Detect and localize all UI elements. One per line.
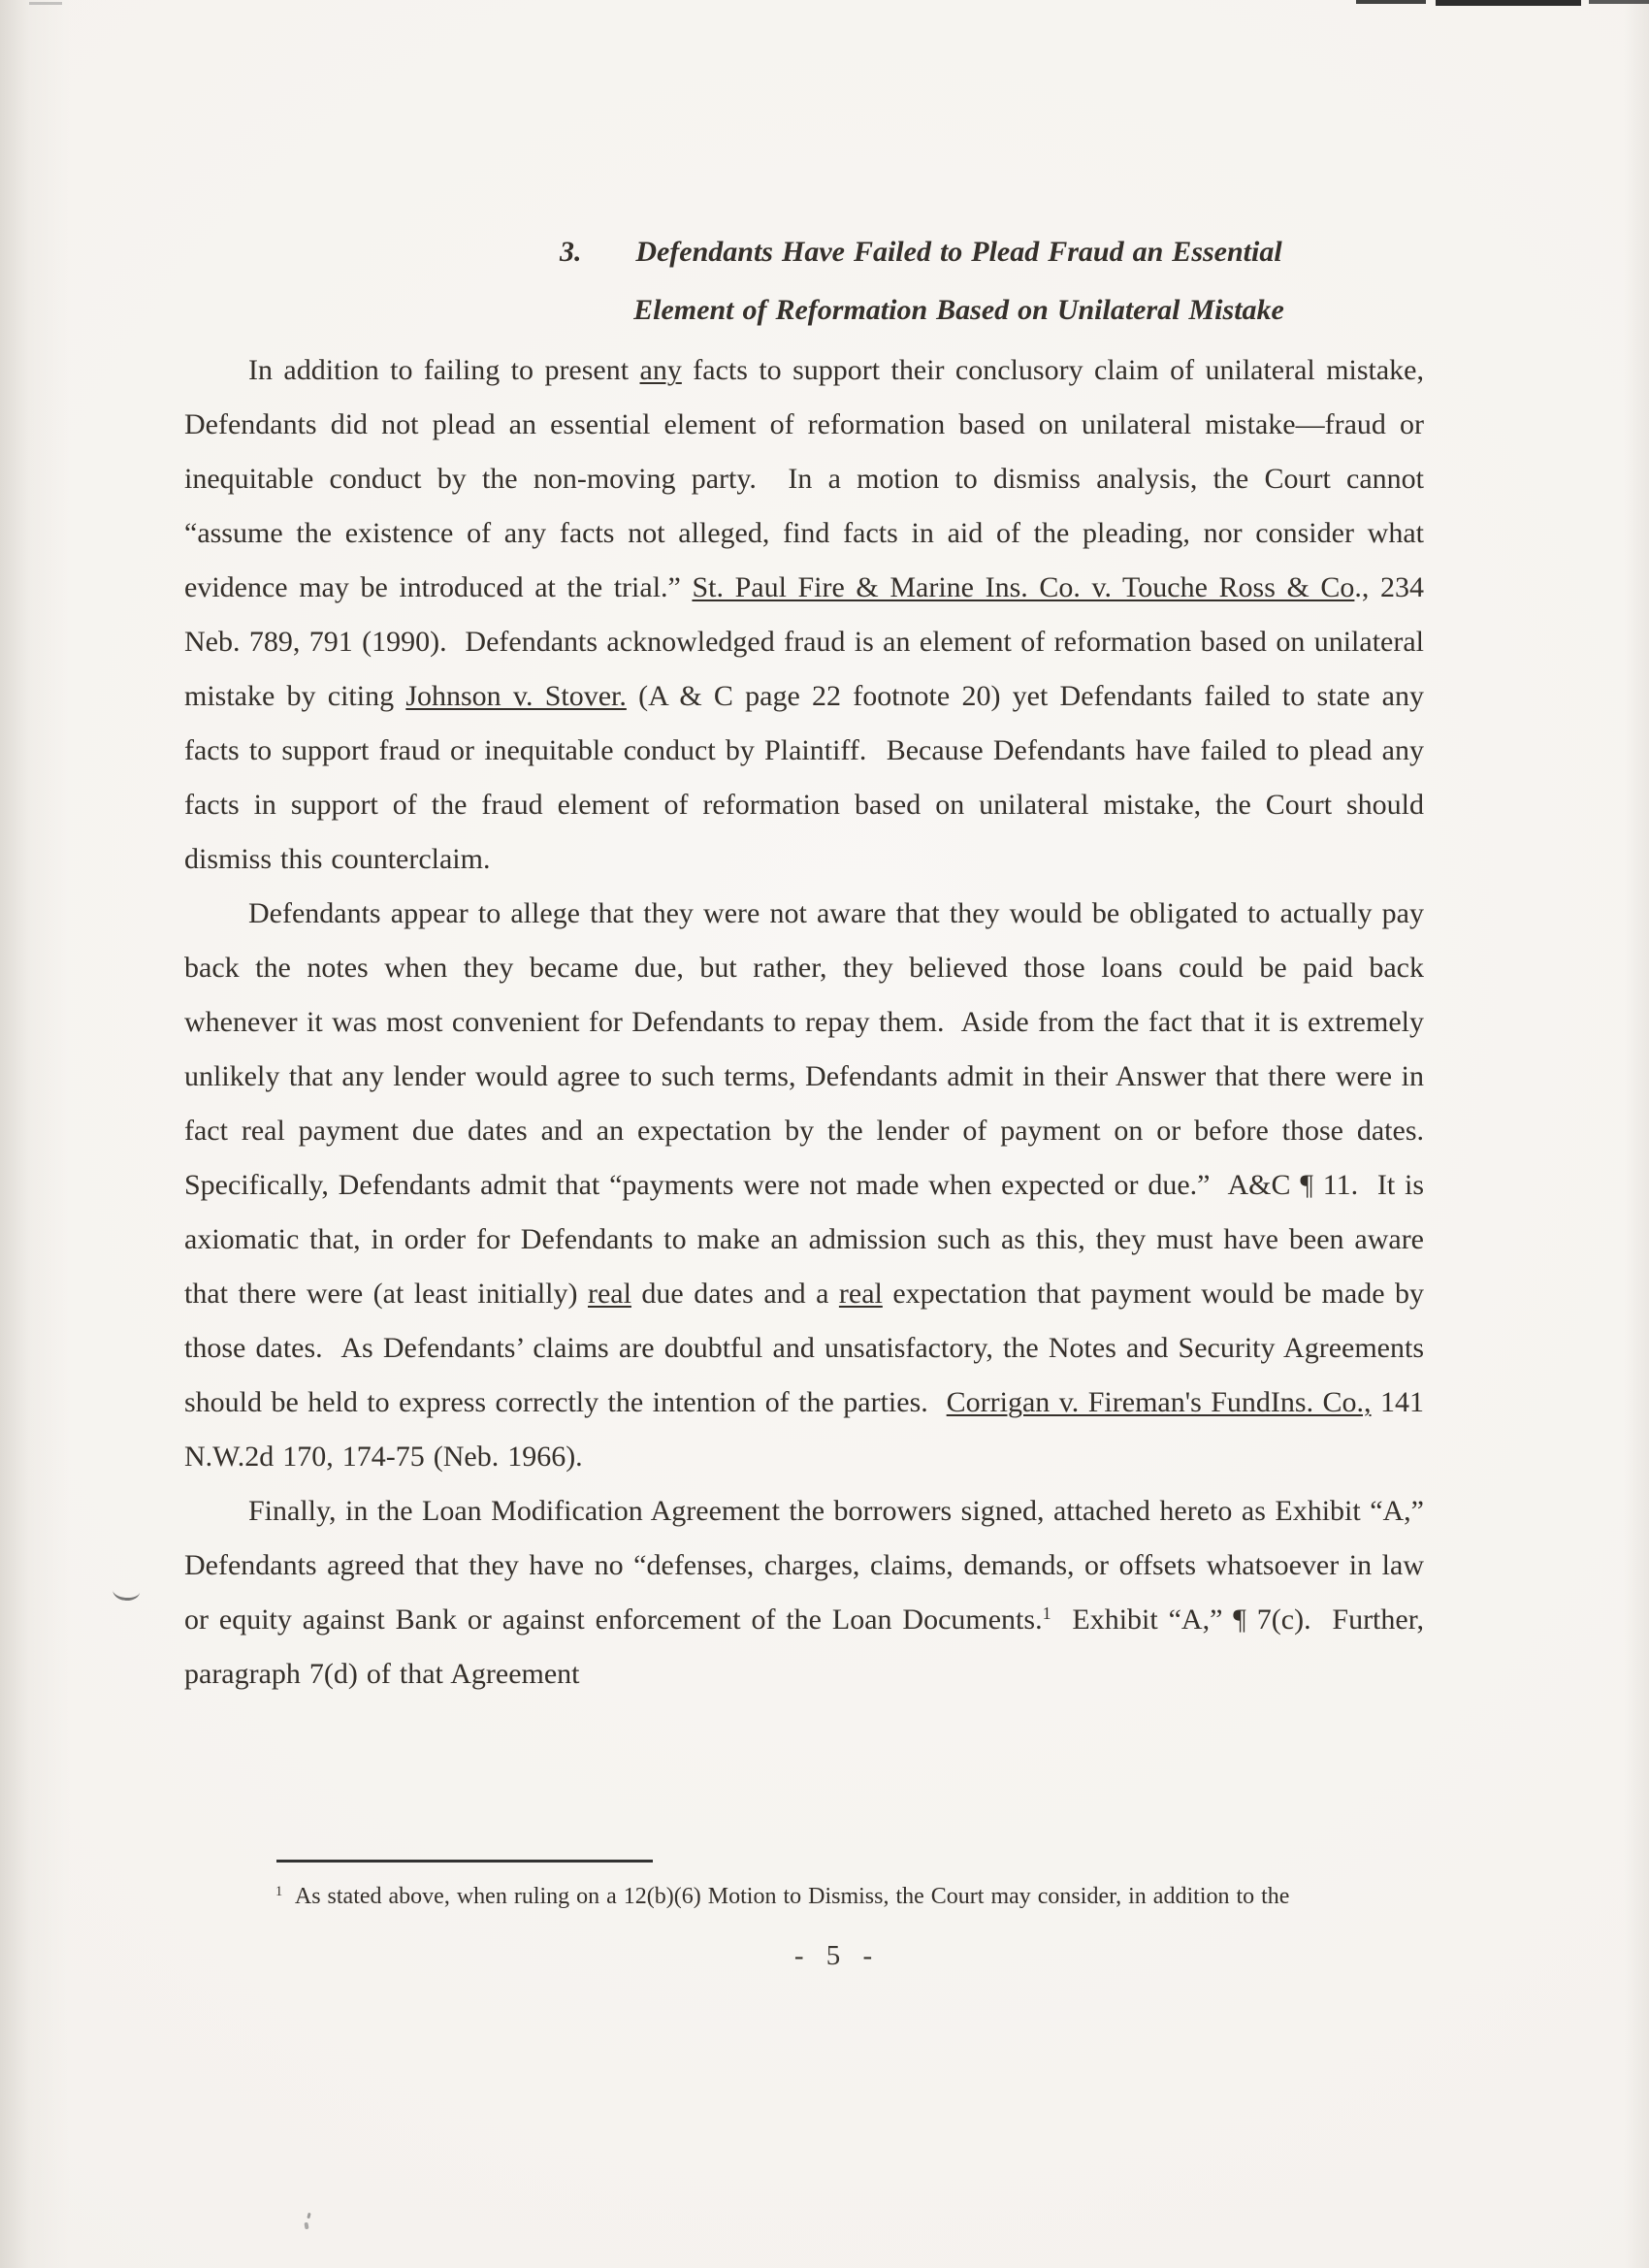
section-heading-line-1: Defendants Have Failed to Plead Fraud an Essential — [635, 236, 1282, 268]
scan-streak-top-left — [29, 2, 62, 5]
section-heading — [184, 223, 1424, 340]
body-paragraph-1: In addition to failing to present any facts to support their conclusory claim of unilateral mistake, Defendants did not plead an essential element of reformation based on unilateral mistake—fraud or inequitable conduct by the non-moving party. In a motion to dismiss analysis, the Court cannot “assume the existence of any facts not alleged, find facts in aid of the pleading, nor consider what evidence may be introduced at the trial.” St. Paul Fire & Marine Ins. Co. v. Touche Ross & Co., 234 Neb. 789, 791 (1990). Defendants acknowledged fraud is an element of reformation based on unilateral mistake by citing Johnson v. Stover. (A & C page 22 footnote 20) yet Defendants failed to state any facts to support fraud or inequitable conduct by Plaintiff. Because Defendants have failed to plead any facts in support of the fraud element of reformation based on unilateral mistake, the Court should dismiss this counterclaim. — [184, 354, 1425, 875]
body-paragraph-3: Finally, in the Loan Modification Agreement the borrowers signed, attached hereto as Exhibit “A,” Defendants agreed that they have no “defenses, charges, claims, demands, or offsets whatsoever in law or equity against Bank or against enforcement of the Loan Documents.$^1$ Exhibit “A,” ¶ 7(c). Further, paragraph 7(d) of that Agreement — [184, 1495, 1425, 1690]
pen-mark-left-margin — [113, 1588, 141, 1602]
footnote-divider — [276, 1860, 653, 1863]
page-number: - 5 - — [793, 1940, 875, 1971]
section-number: 3. — [560, 236, 582, 268]
document-body — [184, 223, 1424, 1701]
body-paragraph-2: Defendants appear to allege that they were not aware that they would be obligated to actually pay back the notes when they became due, but rather, they believed those loans could be paid back whenever it was most convenient for Defendants to repay them. Aside from the fact that it is extremely unlikely that any lender would agree to such terms, Defendants admit in their Answer that there were in fact real payment due dates and an expectation by the lender of payment on or before those dates. Specifically, Defendants admit that “payments were not made when expected or due.” A&C ¶ 11. It is axiomatic that, in order for Defendants to make an admission such as this, they must have been aware that there were (at least initially) real due dates and a real expectation that payment would be made by those dates. As Defendants’ claims are doubtful and unsatisfactory, the Notes and Security Agreements should be held to express correctly the intention of the parties. Corrigan v. Fireman's FundIns. Co., 141 N.W.2d 170, 174-75 (Neb. 1966). — [184, 897, 1425, 1473]
scan-streak-top-right-3 — [1589, 0, 1649, 4]
scan-speck-bottom-2 — [304, 2222, 308, 2230]
section-heading-text — [617, 223, 1302, 340]
scan-speck-bottom-1 — [307, 2213, 310, 2219]
footnote-text: $^1$ As stated above, when ruling on a 12(b)(6) Motion to Dismiss, the Court may consider, in addition to the — [275, 1884, 1290, 1909]
section-heading-line-2: Element of Reformation Based on Unilateral Mistake — [633, 294, 1284, 326]
scan-streak-top-right-1 — [1356, 0, 1426, 4]
scan-streak-top-right-2 — [1436, 0, 1581, 6]
